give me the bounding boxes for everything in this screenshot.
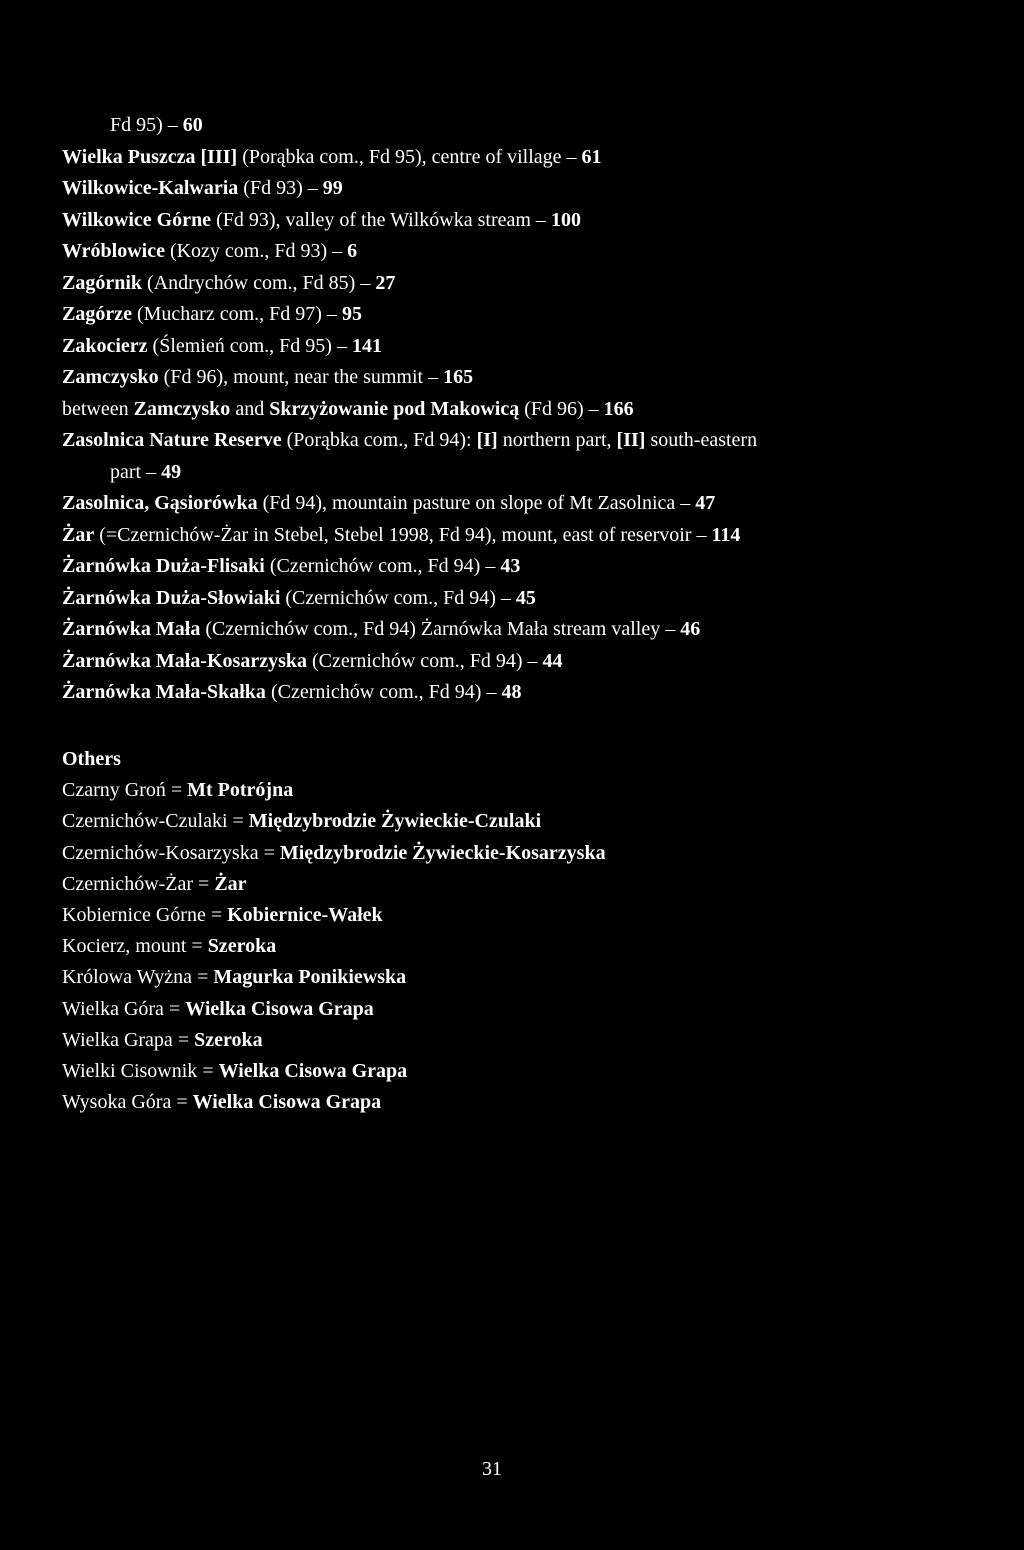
- canonical-name: Szeroka: [207, 935, 277, 958]
- index-entry: [62, 488, 962, 520]
- entry-bold-text: Wróblowice: [62, 240, 165, 262]
- others-entry: [62, 806, 962, 837]
- entry-bold-text: 45: [515, 586, 536, 609]
- entry-bold-text: Zagórze: [62, 303, 132, 325]
- others-section: [62, 744, 962, 1118]
- index-entry: [62, 299, 962, 331]
- index-entry: [62, 551, 962, 583]
- entry-bold-text: 44: [542, 649, 563, 672]
- entry-text: south-eastern: [645, 429, 758, 451]
- entry-text: (Fd 96) –: [519, 397, 604, 420]
- others-entry: [62, 1025, 962, 1056]
- equals-sign: =: [192, 966, 214, 989]
- others-entry: [62, 1087, 962, 1118]
- entry-text: (Czernichów com., Fd 94) –: [265, 681, 502, 703]
- entry-bold-text: Wilkowice Górne: [62, 208, 212, 231]
- entry-bold-text: 166: [603, 397, 634, 420]
- entry-bold-text: 27: [375, 271, 396, 294]
- canonical-name: Szeroka: [194, 1028, 263, 1051]
- index-entry: [62, 457, 962, 489]
- index-entry: [62, 110, 962, 142]
- entry-bold-text: Skrzyżowanie pod Makowicą: [269, 397, 520, 420]
- entry-bold-text: Wielka Puszcza [III]: [62, 145, 238, 168]
- entry-text: (Fd 96), mount, near the summit –: [158, 366, 444, 388]
- entry-text: (Porąbka com., Fd 94):: [281, 429, 477, 451]
- equals-sign: =: [172, 1028, 195, 1051]
- entry-text: and: [230, 397, 270, 420]
- equals-sign: =: [163, 997, 186, 1020]
- entry-bold-text: Żarnówka Mała-Kosarzyska: [62, 649, 307, 672]
- equals-sign: =: [171, 1091, 193, 1114]
- alias-name: Czernichów-Kosarzyska: [62, 841, 259, 864]
- entry-text: (Czernichów com., Fd 94) –: [264, 555, 501, 577]
- entry-text: (Andrychów com., Fd 85) –: [142, 271, 376, 294]
- entry-bold-text: Żarnówka Mała: [62, 618, 201, 640]
- entry-bold-text: 43: [500, 555, 521, 577]
- equals-sign: =: [186, 935, 208, 958]
- index-entry: [62, 614, 962, 646]
- entry-bold-text: [I]: [476, 429, 498, 451]
- page-number: 31: [482, 1458, 502, 1480]
- index-entry: [62, 362, 962, 394]
- entry-bold-text: 165: [443, 366, 474, 388]
- entry-bold-text: 114: [711, 523, 741, 546]
- entry-bold-text: 99: [322, 177, 343, 199]
- entry-bold-text: 6: [347, 240, 358, 262]
- entry-bold-text: Zagórnik: [62, 271, 143, 294]
- entry-bold-text: Żarnówka Duża-Flisaki: [62, 555, 265, 577]
- others-entry: [62, 838, 962, 869]
- entry-bold-text: Żar: [62, 523, 95, 546]
- index-entry: [62, 520, 962, 552]
- entry-text: (Fd 93) –: [238, 177, 323, 199]
- entry-bold-text: Żarnówka Duża-Słowiaki: [62, 586, 281, 609]
- equals-sign: =: [205, 904, 228, 927]
- equals-sign: =: [193, 872, 215, 895]
- equals-sign: =: [227, 810, 249, 833]
- canonical-name: Kobiernice-Wałek: [227, 904, 383, 927]
- entry-text: Fd 95) –: [110, 114, 183, 136]
- index-entry: [62, 583, 962, 615]
- canonical-name: Wielka Cisowa Grapa: [185, 997, 374, 1020]
- alias-name: Czernichów-Żar: [62, 872, 194, 895]
- alias-name: Kobiernice Górne: [62, 904, 206, 927]
- entry-bold-text: 48: [501, 681, 522, 703]
- entry-bold-text: Zakocierz: [62, 334, 148, 357]
- index-entry: [62, 425, 962, 457]
- index-entry: [62, 677, 962, 709]
- others-entry: [62, 962, 962, 993]
- entry-bold-text: Zamczysko: [62, 366, 159, 388]
- entry-text: (Czernichów com., Fd 94) –: [280, 586, 516, 609]
- equals-sign: =: [197, 1060, 219, 1083]
- equals-sign: =: [165, 779, 188, 802]
- canonical-name: Magurka Ponikiewska: [213, 966, 407, 989]
- others-entry: [62, 994, 962, 1025]
- alias-name: Czarny Groń: [62, 779, 166, 802]
- entry-text: (Ślemień com., Fd 95) –: [147, 334, 352, 357]
- entry-bold-text: 47: [695, 492, 716, 514]
- entry-text: between: [62, 397, 134, 420]
- alias-name: Czernichów-Czulaki: [62, 810, 228, 833]
- entry-text: northern part,: [497, 429, 617, 451]
- others-heading: Others: [62, 748, 121, 770]
- entry-bold-text: 141: [351, 334, 382, 357]
- entry-bold-text: 46: [680, 618, 701, 640]
- entry-bold-text: Zamczysko: [133, 397, 231, 420]
- entry-bold-text: 60: [182, 114, 203, 136]
- canonical-name: Wielka Cisowa Grapa: [192, 1091, 382, 1114]
- canonical-name: Mt Potrójna: [187, 779, 294, 802]
- index-entry: [62, 236, 962, 268]
- others-entry: [62, 775, 962, 806]
- canonical-name: Międzybrodzie Żywieckie-Czulaki: [248, 810, 542, 833]
- entry-bold-text: Zasolnica, Gąsiorówka: [62, 492, 258, 514]
- others-entry: [62, 869, 962, 900]
- entry-bold-text: [II]: [616, 429, 646, 451]
- index-entry: [62, 205, 962, 237]
- entry-bold-text: 49: [161, 460, 182, 483]
- index-entry: [62, 394, 962, 426]
- alias-name: Wielka Góra: [62, 997, 164, 1020]
- entry-text: (Fd 94), mountain pasture on slope of Mt Zasolnica –: [257, 492, 696, 514]
- alias-name: Wielki Cisownik: [62, 1060, 198, 1083]
- index-entry: [62, 142, 962, 174]
- others-entry: [62, 931, 962, 962]
- entry-text: part –: [110, 460, 162, 483]
- entry-bold-text: 61: [581, 145, 602, 168]
- index-entry: [62, 646, 962, 678]
- canonical-name: Wielka Cisowa Grapa: [218, 1060, 408, 1083]
- entry-text: (Czernichów com., Fd 94) Żarnówka Mała stream valley –: [200, 618, 681, 640]
- entry-bold-text: Wilkowice-Kalwaria: [62, 177, 239, 199]
- others-entry: [62, 1056, 962, 1087]
- entry-text: (Fd 93), valley of the Wilkówka stream –: [211, 208, 551, 231]
- entry-bold-text: Zasolnica Nature Reserve: [62, 429, 282, 451]
- alias-name: Królowa Wyżna: [62, 966, 193, 989]
- entry-text: (=Czernichów-Żar in Stebel, Stebel 1998, Fd 94), mount, east of reservoir –: [94, 523, 712, 546]
- alias-name: Kocierz, mount: [62, 935, 187, 958]
- entry-text: (Czernichów com., Fd 94) –: [307, 649, 543, 672]
- entry-text: (Porąbka com., Fd 95), centre of village –: [237, 145, 582, 168]
- entry-bold-text: Żarnówka Mała-Skałka: [62, 681, 266, 703]
- canonical-name: Żar: [214, 872, 247, 895]
- entry-text: (Kozy com., Fd 93) –: [164, 240, 348, 262]
- alias-name: Wysoka Góra: [62, 1091, 172, 1114]
- index-entry: [62, 173, 962, 205]
- index-entry: [62, 331, 962, 363]
- alias-name: Wielka Grapa: [62, 1028, 173, 1051]
- others-entry: [62, 900, 962, 931]
- equals-sign: =: [258, 841, 280, 864]
- index-entry: [62, 268, 962, 300]
- locality-index-list: [62, 110, 962, 709]
- entry-bold-text: 100: [550, 208, 581, 231]
- entry-bold-text: 95: [341, 303, 362, 325]
- canonical-name: Międzybrodzie Żywieckie-Kosarzyska: [279, 841, 606, 864]
- entry-text: (Mucharz com., Fd 97) –: [131, 303, 342, 325]
